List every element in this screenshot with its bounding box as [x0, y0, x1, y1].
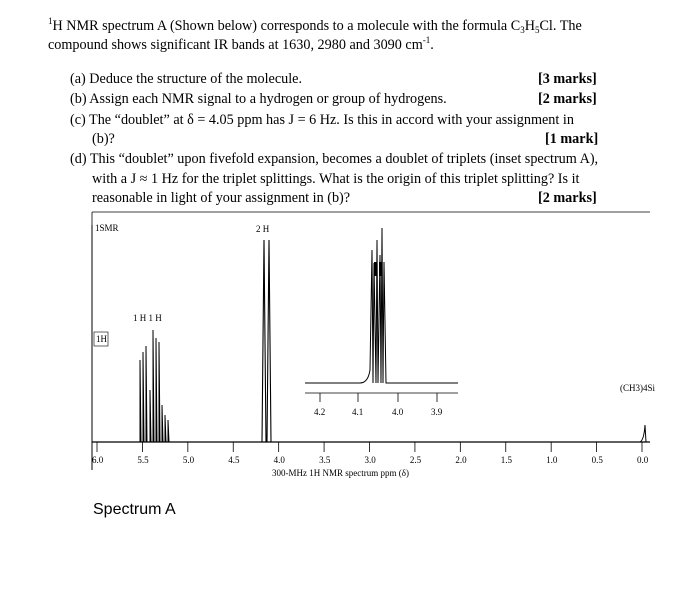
part-a-marks: [3 marks] — [538, 71, 597, 87]
inset-peak-mark-2 — [379, 262, 382, 276]
formula-sub-h: 5 — [534, 25, 540, 35]
main-tick-label-0: 6.0 — [92, 455, 104, 465]
main-tick-label-4: 4.0 — [273, 455, 285, 465]
superscript-minus-1: -1 — [422, 35, 431, 45]
inset-tick-label-4: 3.9 — [431, 407, 443, 417]
tms-label: (CH3)4Si — [620, 383, 656, 393]
doublet-peak-1 — [262, 240, 266, 442]
corner-label: 1SMR — [95, 223, 119, 233]
main-tick-label-8: 2.0 — [455, 455, 467, 465]
vinyl-peak-group-3 — [165, 415, 169, 442]
main-tick-label-3: 4.5 — [228, 455, 240, 465]
part-c-text-1: (c) The “doublet” at δ = 4.05 ppm has J = 6 Hz. Is this in accord with your assignment in — [70, 112, 574, 128]
doublet-peak-2 — [267, 240, 271, 442]
part-a-text: (a) Deduce the structure of the molecule. — [70, 71, 303, 87]
part-d-marks: [2 marks] — [538, 190, 597, 206]
part-d-text-1: (d) This “doublet” upon fivefold expansion, becomes a doublet of triplets (inset spectrum A), — [70, 151, 599, 167]
part-c-marks: [1 mark] — [545, 131, 599, 147]
peak-label-1h1h: 1 H 1 H — [133, 313, 162, 323]
intro-line2-end: . — [430, 37, 434, 53]
integration-label: 1H — [96, 334, 107, 344]
superscript-1: 1 — [48, 16, 53, 26]
main-tick-label-9: 1.5 — [500, 455, 512, 465]
tms-peak — [640, 425, 646, 442]
inset-tick-label-2: 4.1 — [352, 407, 364, 417]
peak-label-2h: 2 H — [256, 224, 270, 234]
main-tick-label-12: 0.0 — [637, 455, 649, 465]
inset-trace — [305, 228, 458, 383]
main-axis-ticks — [92, 442, 649, 465]
main-tick-label-6: 3.0 — [364, 455, 376, 465]
axis-title: 300-MHz 1H NMR spectrum ppm (δ) — [272, 468, 409, 478]
part-b-text: (b) Assign each NMR signal to a hydrogen or group of hydrogens. — [70, 91, 447, 107]
vinyl-multiplet — [140, 330, 169, 442]
part-d-text-3: reasonable in light of your assignment in (b)? — [92, 190, 351, 206]
vinyl-peak-group-2 — [153, 330, 163, 442]
main-tick-label-5: 3.5 — [319, 455, 331, 465]
ch2cl-doublet — [262, 240, 271, 442]
part-b-marks: [2 marks] — [538, 91, 597, 107]
formula-h: H — [524, 18, 535, 34]
inset-tick-label-1: 4.2 — [314, 407, 326, 417]
main-tick-label-11: 0.5 — [591, 455, 603, 465]
main-tick-label-7: 2.5 — [409, 455, 422, 465]
intro-line2-text: compound shows significant IR bands at 1630, 2980 and 3090 cm — [48, 37, 423, 53]
formula-sub-c: 3 — [520, 25, 525, 35]
vinyl-peak-group-1 — [140, 346, 151, 442]
formula-cl: Cl. The — [539, 18, 582, 34]
main-tick-label-10: 1.0 — [546, 455, 558, 465]
main-tick-label-1: 5.5 — [137, 455, 149, 465]
part-c-text-2: (b)? — [92, 131, 115, 147]
inset-peak-mark-1 — [374, 262, 377, 276]
intro-text: H NMR spectrum A (Shown below) corresponds to a molecule with the formula C — [52, 18, 521, 34]
part-d-text-2: with a J ≈ 1 Hz for the triplet splittings. What is the origin of this triplet splitting? Is it — [92, 171, 580, 187]
inset-tick-label-3: 4.0 — [392, 407, 404, 417]
main-tick-label-2: 5.0 — [182, 455, 195, 465]
spectrum-caption: Spectrum A — [93, 501, 176, 518]
inset-spectrum — [305, 228, 458, 417]
